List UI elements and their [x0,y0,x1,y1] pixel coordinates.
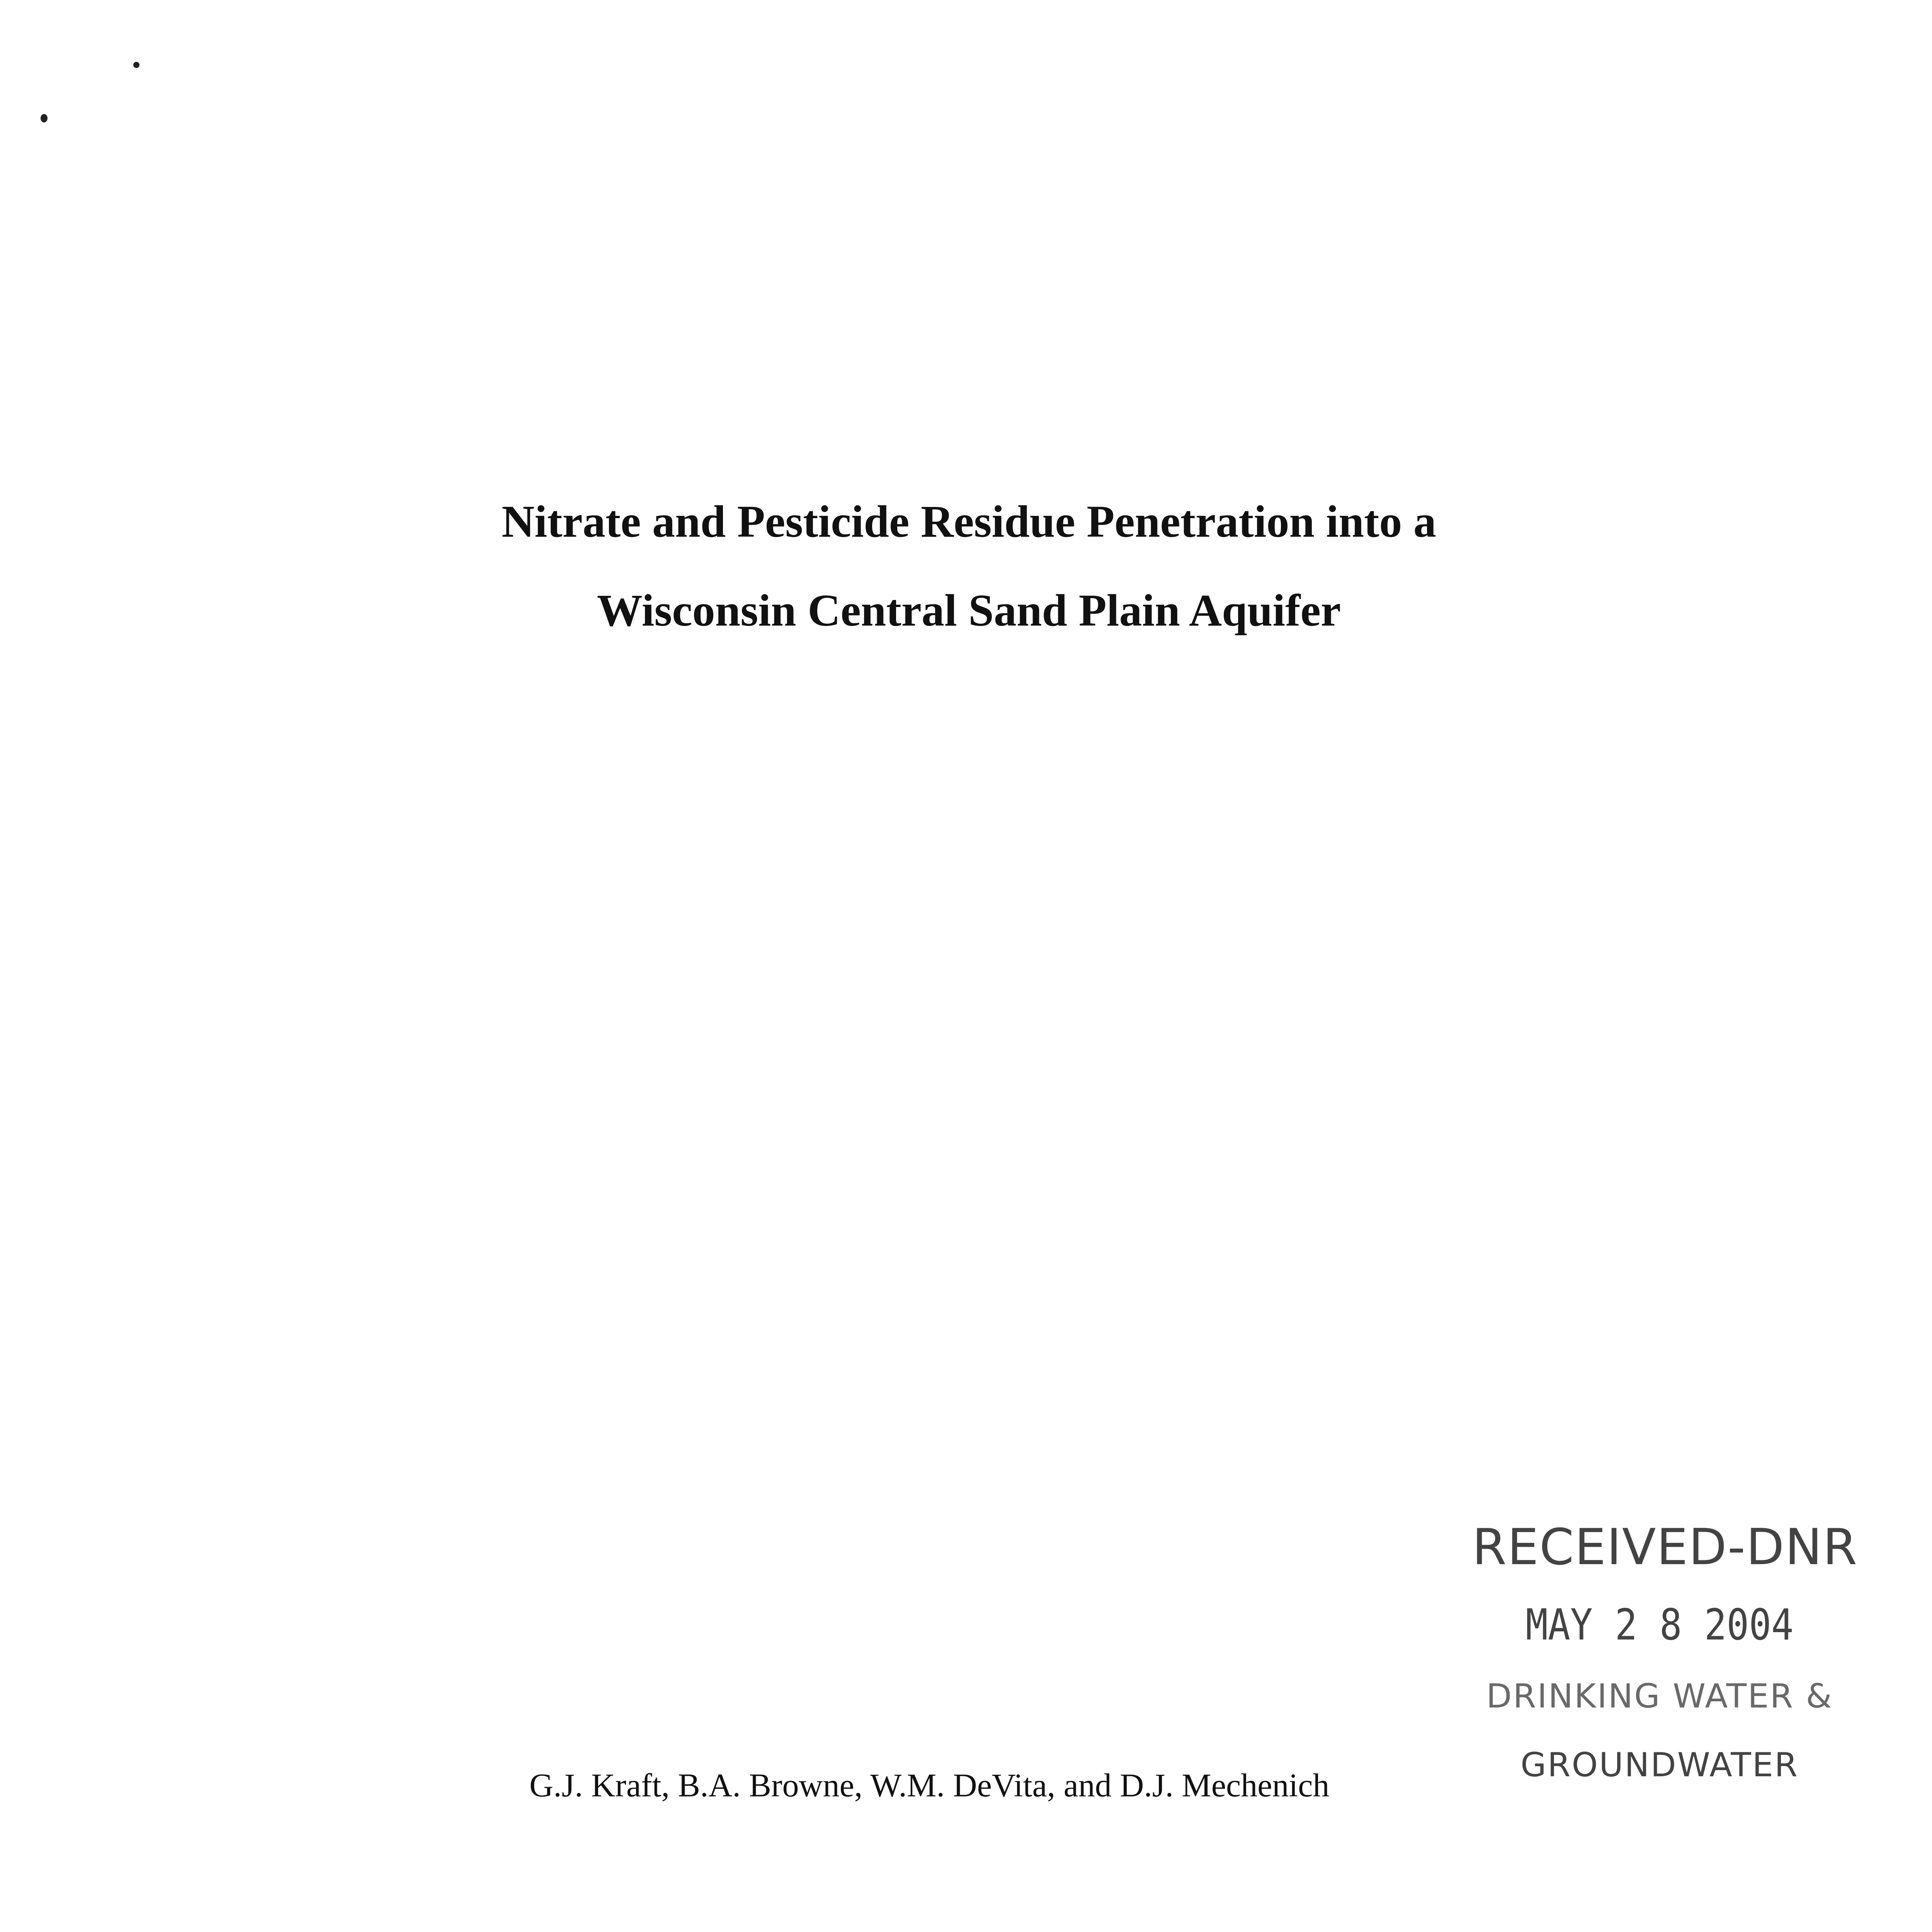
stamp-date: MAY 2 8 2004 [1526,1600,1794,1650]
stamp-received-text: RECEIVED-DNR [1472,1519,1858,1576]
authors: G.J. Kraft, B.A. Browne, W.M. DeVita, and D.J. Mechenich [529,1767,1330,1804]
scan-speck [133,62,139,68]
document-title-line-1: Nitrate and Pesticide Residue Penetration into a [502,496,1436,547]
document-title-line-2: Wisconsin Central Sand Plain Aquifer [597,585,1341,636]
stamp-department-line-1: DRINKING WATER & [1486,1677,1833,1716]
received-stamp [1437,1519,1882,1784]
scan-speck [41,114,48,122]
stamp-department-line-2: GROUNDWATER [1520,1746,1799,1784]
